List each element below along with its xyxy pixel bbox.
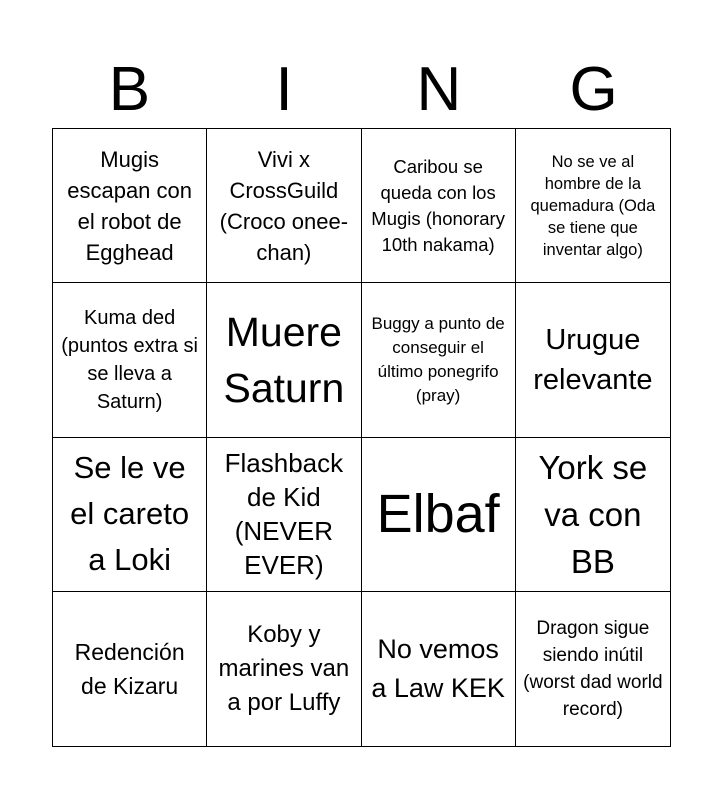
cell-text: No vemos a Law KEK [371,633,505,703]
cell-text: Muere Saturn [223,308,345,411]
header-letter-n: N [416,55,462,124]
cell-text: Buggy a punto de conseguir el último ponegrifo (pray) [371,313,505,405]
cell-text: Se le ve el careto a Loki [70,450,190,578]
cell-text: Flashback de Kid (NEVER EVER) [224,448,344,581]
cell-text: Mugis escapan con el robot de Egghead [67,146,192,265]
cell-text: No se ve al hombre de la quemadura (Oda se tiene que inventar algo) [530,152,656,259]
bingo-cell[interactable] [207,283,361,437]
bingo-cell[interactable] [516,283,670,437]
bingo-cell[interactable] [516,438,670,592]
cell-text: Dragon sigue siendo inútil (worst dad world record) [523,617,663,720]
bingo-grid [52,128,671,747]
cell-text: Vivi x CrossGuild (Croco onee-chan) [219,146,349,265]
cell-text: Urugue relevante [533,323,653,396]
bingo-cell[interactable] [53,438,207,592]
cell-text: Elbaf [376,484,500,545]
bingo-cell[interactable] [516,592,670,746]
cell-text: York se va con BB [538,448,648,580]
bingo-cell[interactable] [362,129,516,283]
bingo-header [52,52,671,128]
cell-text: Koby y marines van a por Luffy [218,620,350,716]
bingo-cell[interactable] [362,283,516,437]
bingo-cell[interactable] [362,592,516,746]
bingo-cell[interactable] [207,592,361,746]
bingo-cell[interactable] [516,129,670,283]
bingo-cell[interactable] [362,438,516,592]
header-letter-b: B [108,55,151,124]
bingo-cell[interactable] [53,129,207,283]
bingo-cell[interactable] [53,592,207,746]
cell-text: Kuma ded (puntos extra si se lleva a Saturn) [61,306,198,413]
header-letter-g: G [569,55,618,124]
header-letter-i: I [275,55,293,124]
cell-text: Redención de Kizaru [74,638,185,699]
bingo-cell[interactable] [207,438,361,592]
bingo-cell[interactable] [207,129,361,283]
bingo-cell[interactable] [53,283,207,437]
cell-text: Caribou se queda con los Mugis (honorary 10th nakama) [371,155,505,255]
